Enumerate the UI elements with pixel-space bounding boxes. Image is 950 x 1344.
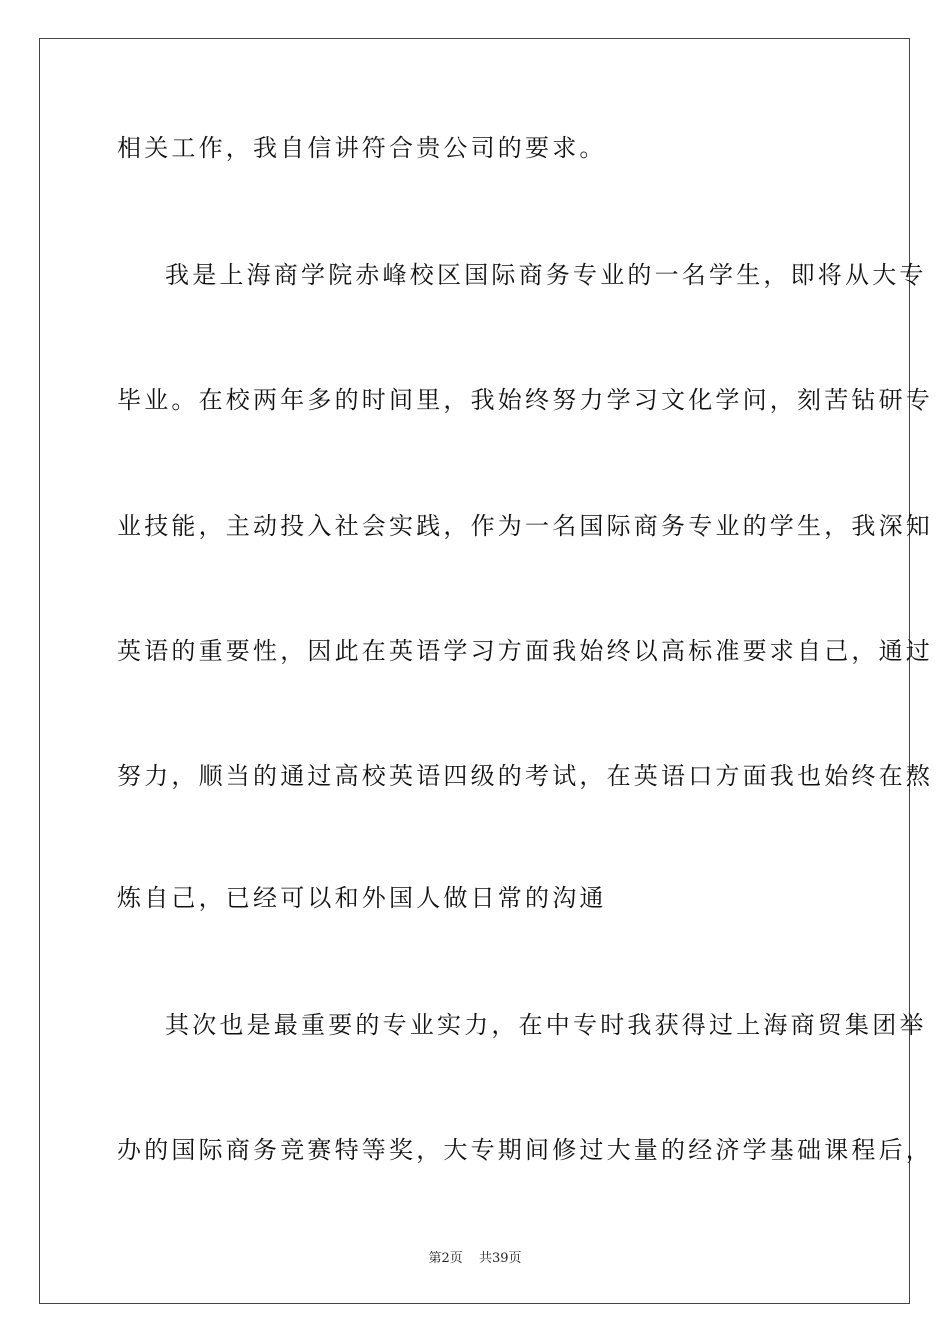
page-total: 共39页 <box>478 1251 522 1266</box>
page-footer <box>0 1247 950 1266</box>
text-line: 努力，顺当的通过高校英语四级的考试，在英语口方面我也始终在熬 <box>117 762 933 790</box>
text-line: 毕业。在校两年多的时间里，我始终努力学习文化学问，刻苦钻研专 <box>117 386 933 414</box>
text-line: 业技能，主动投入社会实践，作为一名国际商务专业的学生，我深知 <box>117 512 933 540</box>
page-number: 第2页 <box>428 1251 463 1266</box>
text-line: 办的国际商务竞赛特等奖，大专期间修过大量的经济学基础课程后， <box>117 1136 933 1164</box>
page-border <box>39 38 910 1304</box>
text-line: 英语的重要性，因此在英语学习方面我始终以高标准要求自己，通过 <box>117 637 933 665</box>
paragraph-start-line: 我是上海商学院赤峰校区国际商务专业的一名学生，即将从大专 <box>165 261 927 289</box>
text-line: 相关工作，我自信讲符合贵公司的要求。 <box>117 134 607 162</box>
text-line: 炼自己，已经可以和外国人做日常的沟通 <box>117 884 607 912</box>
paragraph-start-line: 其次也是最重要的专业实力，在中专时我获得过上海商贸集团举 <box>165 1011 927 1039</box>
